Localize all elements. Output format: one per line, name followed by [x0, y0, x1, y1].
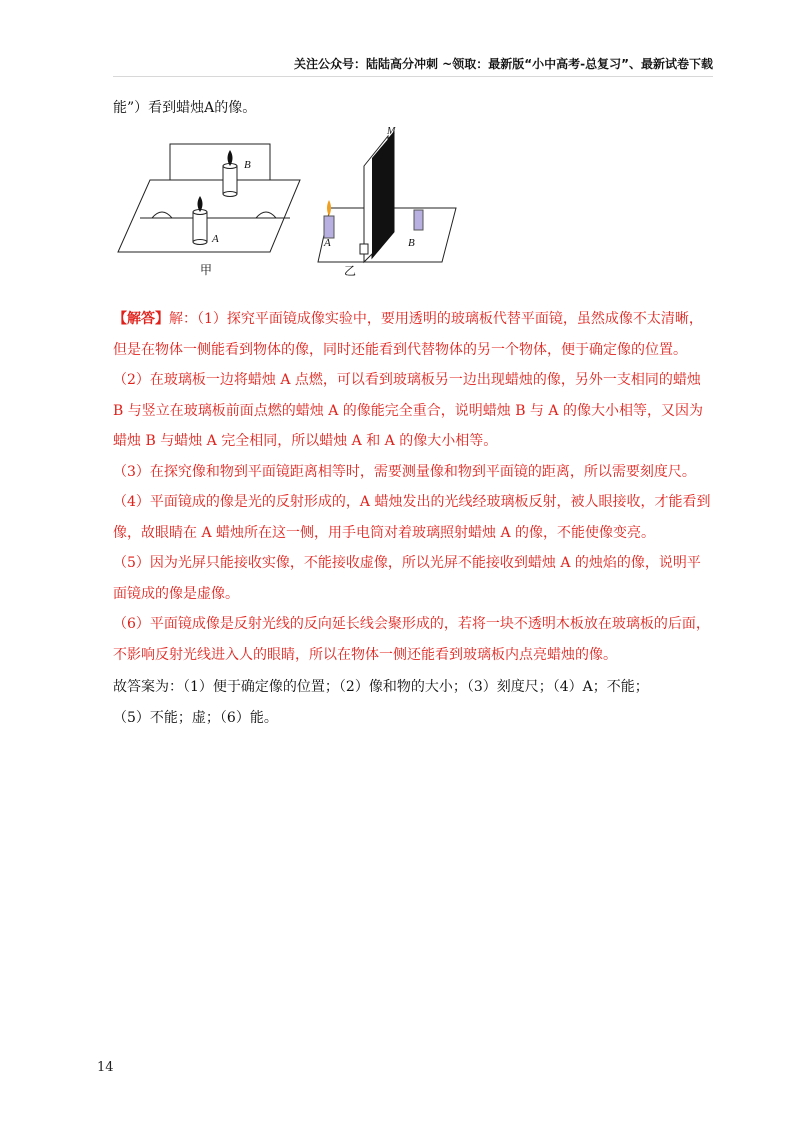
- answer-p1-text: （1）探究平面镜成像实验中，要用透明的玻璃板代替平面镜，虽然成像不太清晰，但是在物体一侧能看到物体的像，同时还能看到代替物体的另一个物体，便于确定像的位置。: [113, 311, 703, 358]
- page-number: 14: [97, 1060, 114, 1075]
- caption-right: 乙: [344, 264, 357, 278]
- glass-plate: [170, 144, 270, 180]
- label-b-right: B: [408, 237, 415, 249]
- page-header: 关注公众号：陆陆高分冲刺 ~领取：最新版“小中高考-总复习”、最新试卷下载: [294, 57, 713, 71]
- label-b-left: B: [244, 159, 251, 171]
- answer-paragraph-6: （6）平面镜成像是反射光线的反向延长线会聚形成的，若将一块不透明木板放在玻璃板的后面，不影响反射光线进入人的眼睛，所以在物体一侧还能看到玻璃板内点亮蜡烛的像。: [113, 616, 710, 663]
- answer-tag: 【解答】: [113, 311, 169, 327]
- candle-a-right: [324, 200, 334, 238]
- answer-section: [113, 304, 713, 670]
- label-m: M: [387, 126, 396, 137]
- candle-b: [223, 150, 237, 197]
- header-divider: [113, 76, 713, 77]
- answer-paragraph-3: （3）在探究像和物到平面镜距离相等时，需要测量像和物到平面镜的距离，所以需要刻度尺。: [113, 463, 696, 480]
- support-right: [256, 212, 276, 218]
- final-answer-line-1: 故答案为：（1）便于确定像的位置；（2）像和物的大小；（3）刻度尺；（4）A；不能；: [113, 679, 649, 695]
- answer-paragraph-1: [113, 304, 713, 365]
- support-left: [152, 212, 172, 218]
- final-answer-section: [113, 672, 713, 733]
- experiment-figure: [110, 122, 470, 282]
- caption-left: 甲: [200, 263, 213, 277]
- base-plane: [118, 180, 300, 252]
- figure-right: [318, 126, 456, 278]
- experiment-figure-svg: [110, 122, 470, 282]
- answer-paragraph-4: （4）平面镜成的像是光的反射形成的，A 蜡烛发出的光线经玻璃板反射，被人眼接收，才能看到像，故眼睛在 A 蜡烛所在这一侧，用手电筒对着玻璃照射蜡烛 A 的像，不能使像变亮。: [113, 494, 711, 541]
- intro-text: 能”）看到蜡烛A的像。: [113, 100, 257, 116]
- final-answer-line-2: （5）不能；虚；（6）能。: [113, 709, 278, 726]
- answer-paragraph-5: （5）因为光屏只能接收实像，不能接收虚像，所以光屏不能接收到蜡烛 A 的烛焰的像，说明平面镜成的像是虚像。: [113, 555, 701, 602]
- figure-left: [118, 144, 300, 277]
- answer-paragraph-2: （2）在玻璃板一边将蜡烛 A 点燃，可以看到玻璃板另一边出现蜡烛的像，另外一支相同的蜡烛 B 与竖立在玻璃板前面点燃的蜡烛 A 的像能完全重合，说明蜡烛 B 与 A 的像大小相等，又因为蜡烛 B 与蜡烛 A 完全相同，所以蜡烛 A 和 A 的像大小相等。: [113, 372, 703, 449]
- answer-lead: 解：: [169, 311, 197, 327]
- label-a-right: A: [324, 237, 331, 249]
- candle-b-right: [414, 210, 423, 230]
- label-a-left: A: [212, 233, 219, 245]
- candle-a: [193, 196, 207, 245]
